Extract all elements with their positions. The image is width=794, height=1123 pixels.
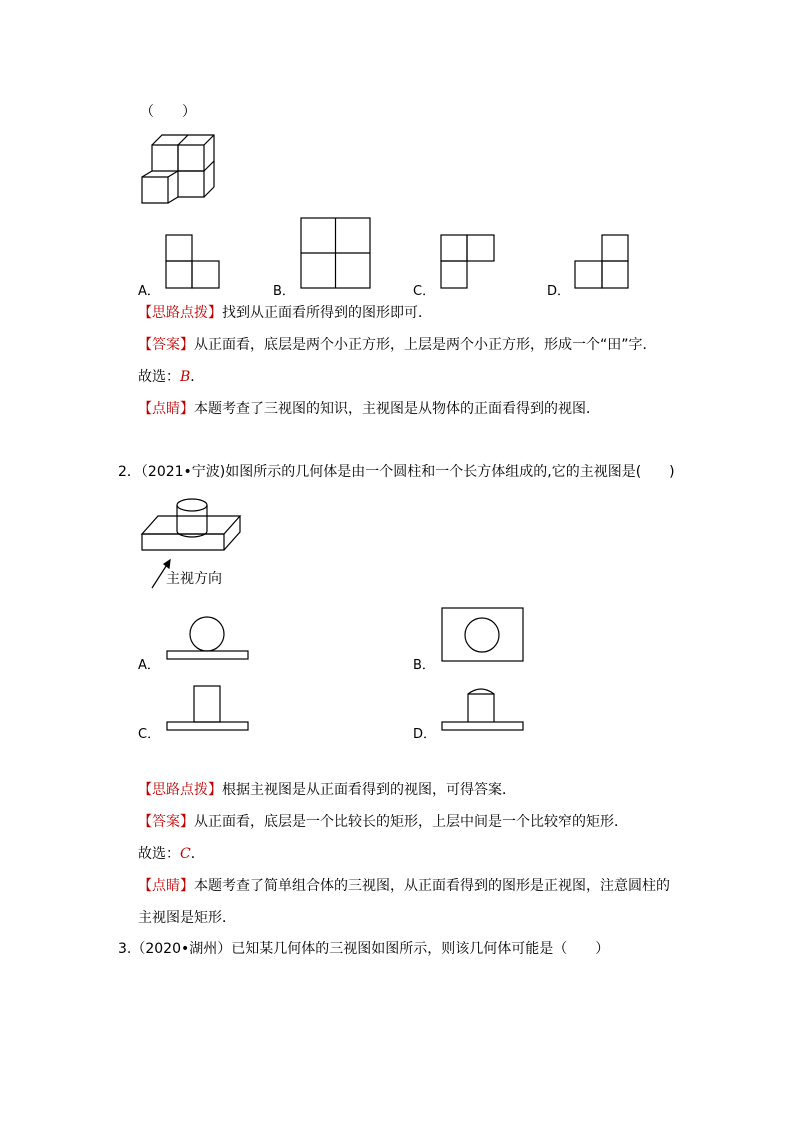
q2-option-c-figure (166, 684, 250, 734)
q2-option-d-figure (441, 684, 525, 734)
q1-hint-tag: 【思路点拨】 (138, 305, 222, 321)
q2-comment (138, 877, 670, 895)
q2-choice-prefix: 故选： (138, 846, 180, 862)
q2-answer (138, 813, 628, 831)
q2-comment-tag: 【点睛】 (138, 878, 194, 894)
q1-hint (138, 304, 432, 322)
q3-stem: 3.（2020•湖州）已知某几何体的三视图如图所示，则该几何体可能是（ ） (118, 941, 610, 957)
q2-answer-tag: 【答案】 (138, 814, 194, 830)
q1-answer (138, 336, 657, 354)
q2-hint-text: 根据主视图是从正面看得到的视图，可得答案． (222, 782, 516, 798)
q2-hint (138, 781, 516, 799)
q1-comment-text: 本题考查了三视图的知识，主视图是从物体的正面看得到的视图． (194, 401, 600, 417)
q2-option-b-figure (441, 607, 525, 663)
q1-option-a-label: A． (138, 284, 160, 299)
q2-option-b-label: B． (413, 658, 435, 673)
q2-direction-label: 主视方向 (166, 571, 222, 587)
q2-option-c-label: C． (138, 727, 161, 742)
q2-stem: 2．（2021•宁波)如图所示的几何体是由一个圆柱和一个长方体组成的,它的主视图是( ) (118, 464, 675, 480)
q2-choice-letter: C (180, 846, 191, 862)
q2-choice-suffix: ． (190, 846, 205, 862)
q2-hint-tag: 【思路点拨】 (138, 782, 222, 798)
q1-answer-paren: （ ） (140, 104, 196, 120)
q1-option-a-figure (166, 235, 221, 290)
q1-choice (138, 368, 204, 386)
q1-choice-suffix: ． (190, 369, 205, 385)
q1-option-b-label: B． (273, 284, 295, 299)
q2-option-a-label: A． (138, 658, 160, 673)
q2-choice (138, 845, 205, 863)
q2-option-a-circle (187, 616, 227, 656)
q1-option-b-figure (301, 218, 371, 290)
q2-answer-text: 从正面看，底层是一个比较长的矩形，上层中间是一个比较窄的矩形． (194, 814, 628, 830)
q1-choice-prefix: 故选： (138, 369, 180, 385)
q1-option-c-figure (441, 235, 496, 290)
q1-choice-letter: B (180, 369, 191, 385)
q1-comment (138, 400, 600, 418)
q2-comment-line2: 主视图是矩形． (138, 910, 236, 926)
q1-option-d-figure (575, 235, 630, 290)
q1-answer-tag: 【答案】 (138, 337, 194, 353)
q1-hint-text: 找到从正面看所得到的图形即可． (222, 305, 432, 321)
q1-answer-text: 从正面看，底层是两个小正方形，上层是两个小正方形，形成一个“田”字． (194, 337, 657, 353)
q2-option-d-label: D． (413, 727, 437, 742)
q1-option-d-label: D． (547, 284, 571, 299)
q2-comment-text-1: 本题考查了简单组合体的三视图，从正面看得到的图形是正视图，注意圆柱的 (194, 878, 670, 894)
q1-option-c-label: C． (413, 284, 436, 299)
q1-comment-tag: 【点睛】 (138, 401, 194, 417)
q1-cube-stack-figure (140, 130, 220, 205)
